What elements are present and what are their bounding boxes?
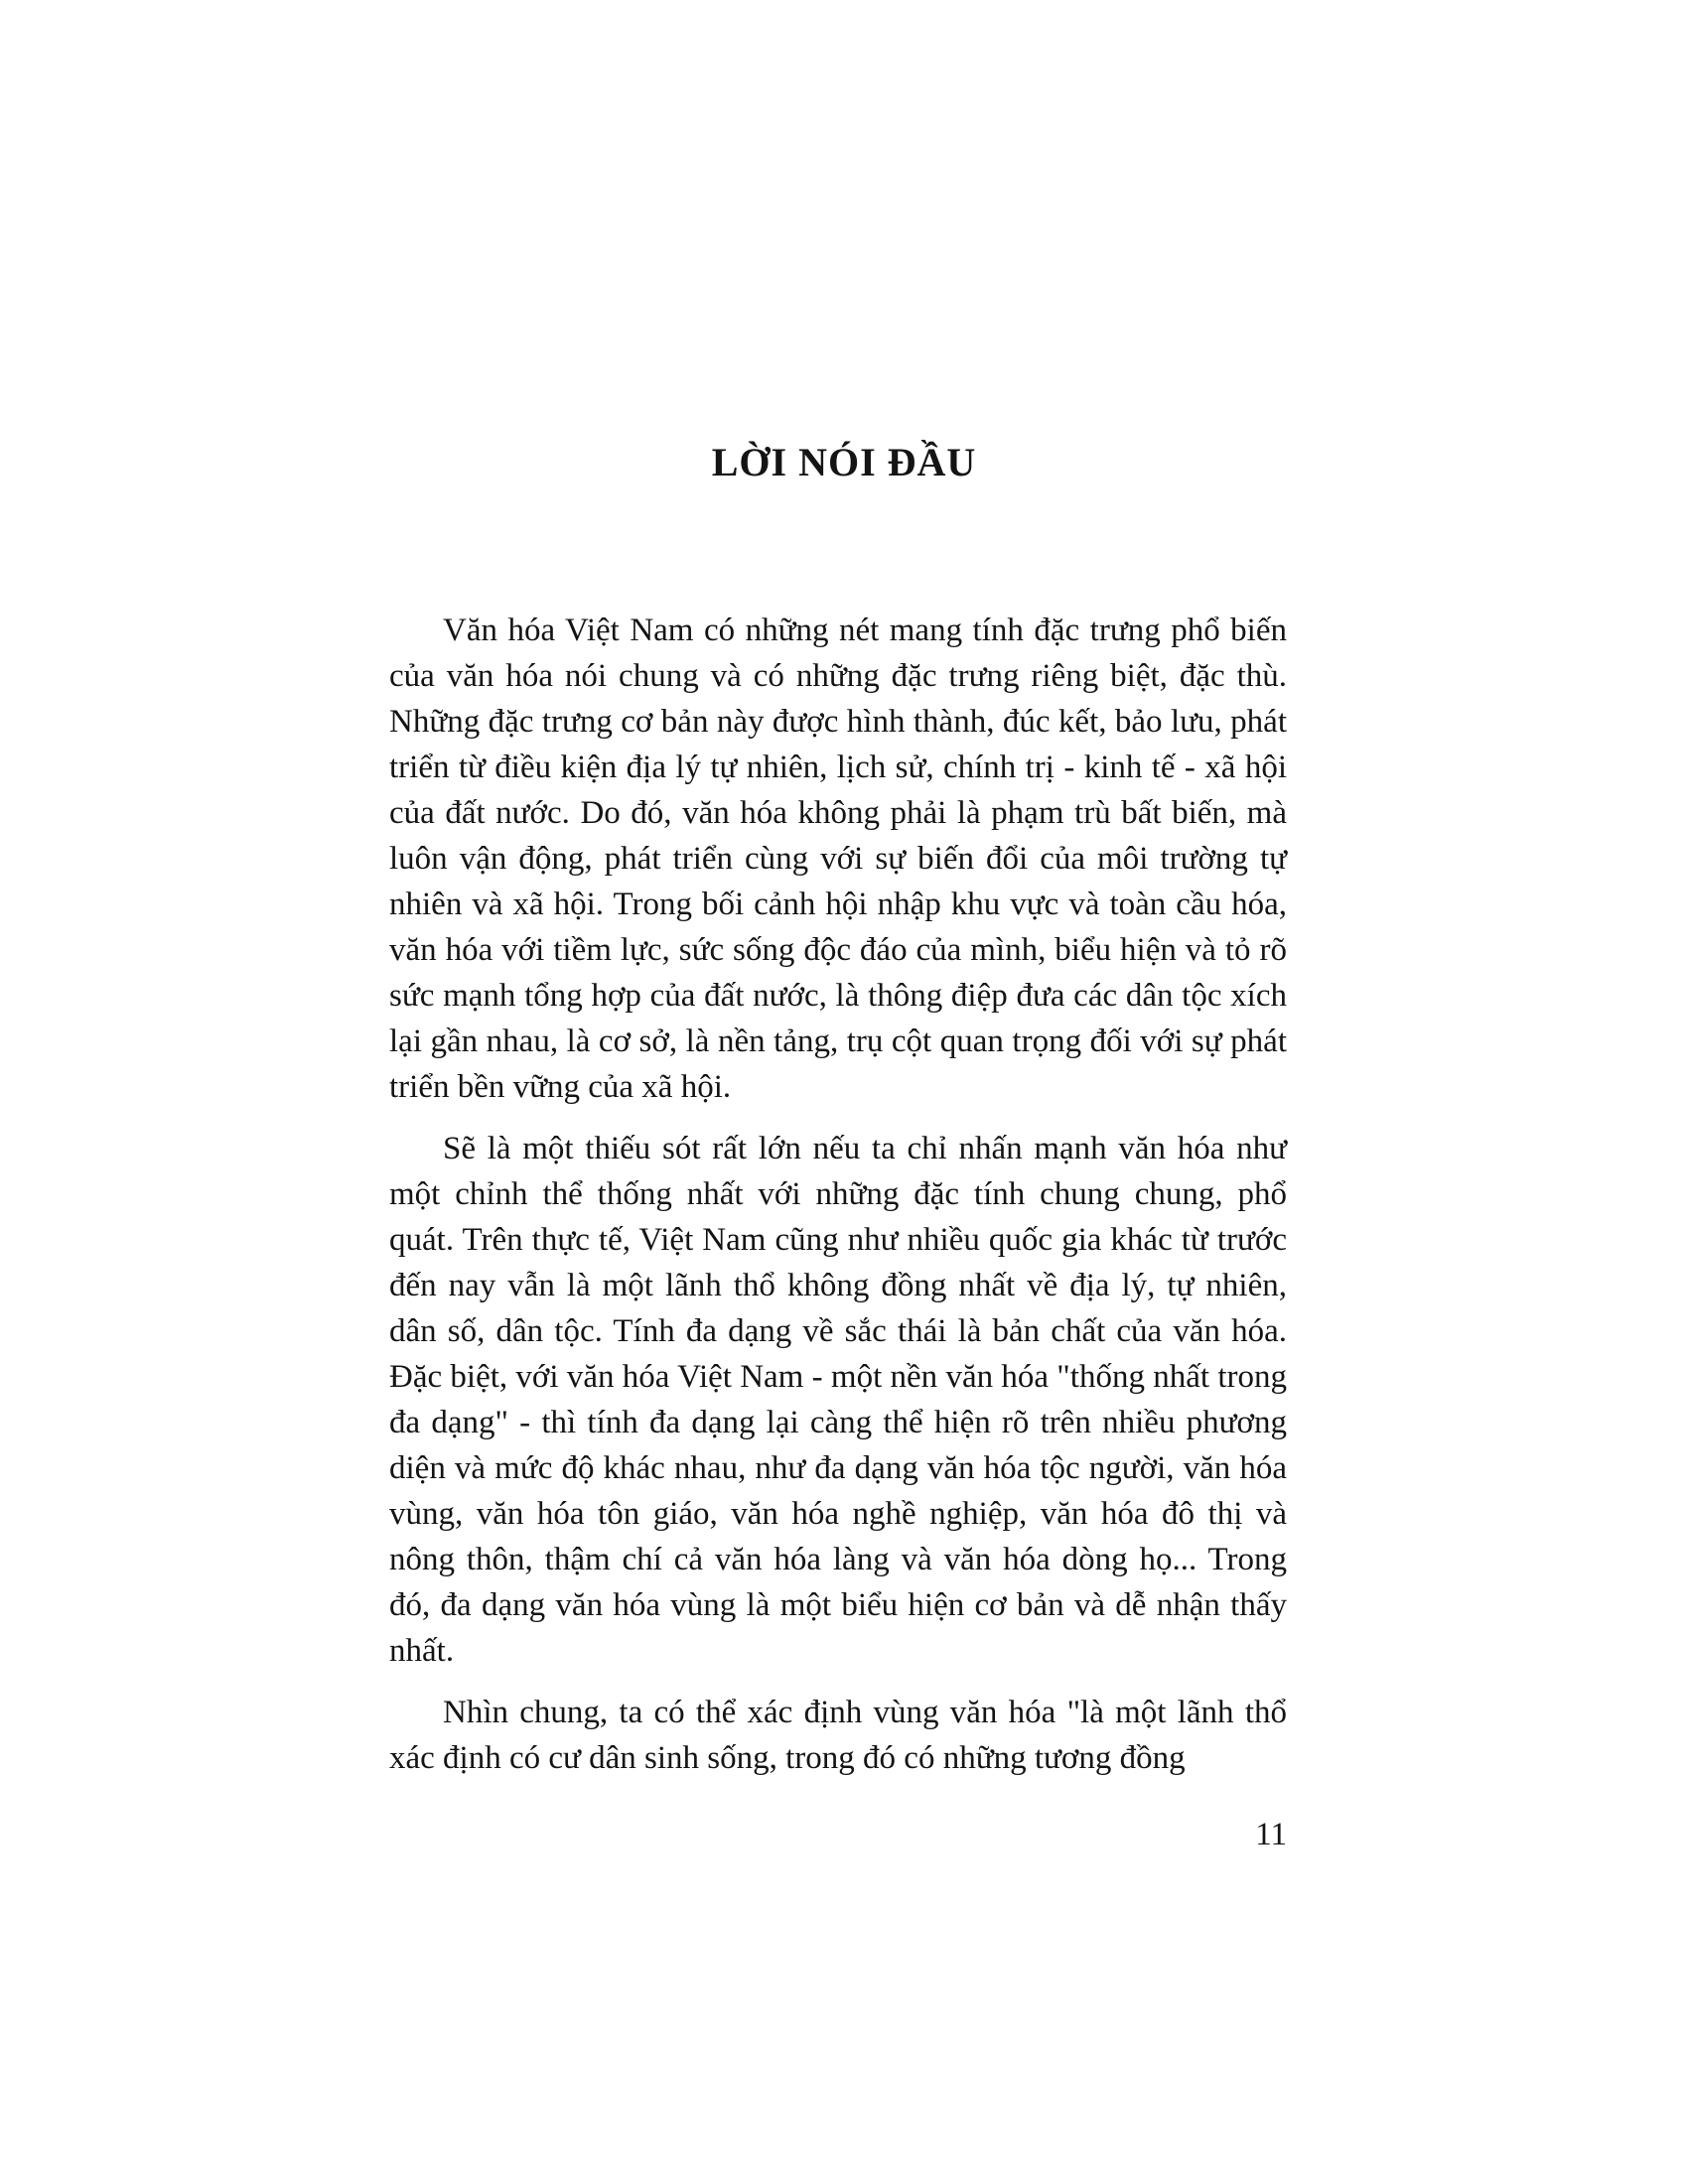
paragraph-2: Sẽ là một thiếu sót rất lớn nếu ta chỉ nhấn mạnh văn hóa như một chỉnh thể thống nhất với những đặc tính chung chung, phổ quát. Trên thực tế, Việt Nam cũng như nhiều quốc gia khác từ trước đến nay vẫn là một lãnh thổ không đồng nhất về địa lý, tự nhiên, dân số, dân tộc. Tính đa dạng về sắc thái là bản chất của văn hóa. Đặc biệt, với văn hóa Việt Nam - một nền văn hóa "thống nhất trong đa dạng" - thì tính đa dạng lại càng thể hiện rõ trên nhiều phương diện và mức độ khác nhau, như đa dạng văn hóa tộc người, văn hóa vùng, văn hóa tôn giáo, văn hóa nghề nghiệp, văn hóa đô thị và nông thôn, thậm chí cả văn hóa làng và văn hóa dòng họ... Trong đó, đa dạng văn hóa vùng là một biểu hiện cơ bản và dễ nhận thấy nhất. <box>389 1131 1287 1669</box>
paragraph-1: Văn hóa Việt Nam có những nét mang tính đặc trưng phổ biến của văn hóa nói chung và có những đặc trưng riêng biệt, đặc thù. Những đặc trưng cơ bản này được hình thành, đúc kết, bảo lưu, phát triển từ điều kiện địa lý tự nhiên, lịch sử, chính trị - kinh tế - xã hội của đất nước. Do đó, văn hóa không phải là phạm trù bất biến, mà luôn vận động, phát triển cùng với sự biến đổi của môi trường tự nhiên và xã hội. Trong bối cảnh hội nhập khu vực và toàn cầu hóa, văn hóa với tiềm lực, sức sống độc đáo của mình, biểu hiện và tỏ rõ sức mạnh tổng hợp của đất nước, là thông điệp đưa các dân tộc xích lại gần nhau, là cơ sở, là nền tảng, trụ cột quan trọng đối với sự phát triển bền vững của xã hội. <box>389 613 1287 1105</box>
page-number: 11 <box>1255 1817 1287 1852</box>
paragraph-3: Nhìn chung, ta có thể xác định vùng văn hóa "là một lãnh thổ xác định có cư dân sinh sống, trong đó có những tương đồng <box>389 1695 1287 1776</box>
body-text <box>389 608 1287 1797</box>
page-title: LỜI NÓI ĐẦU <box>711 440 977 484</box>
